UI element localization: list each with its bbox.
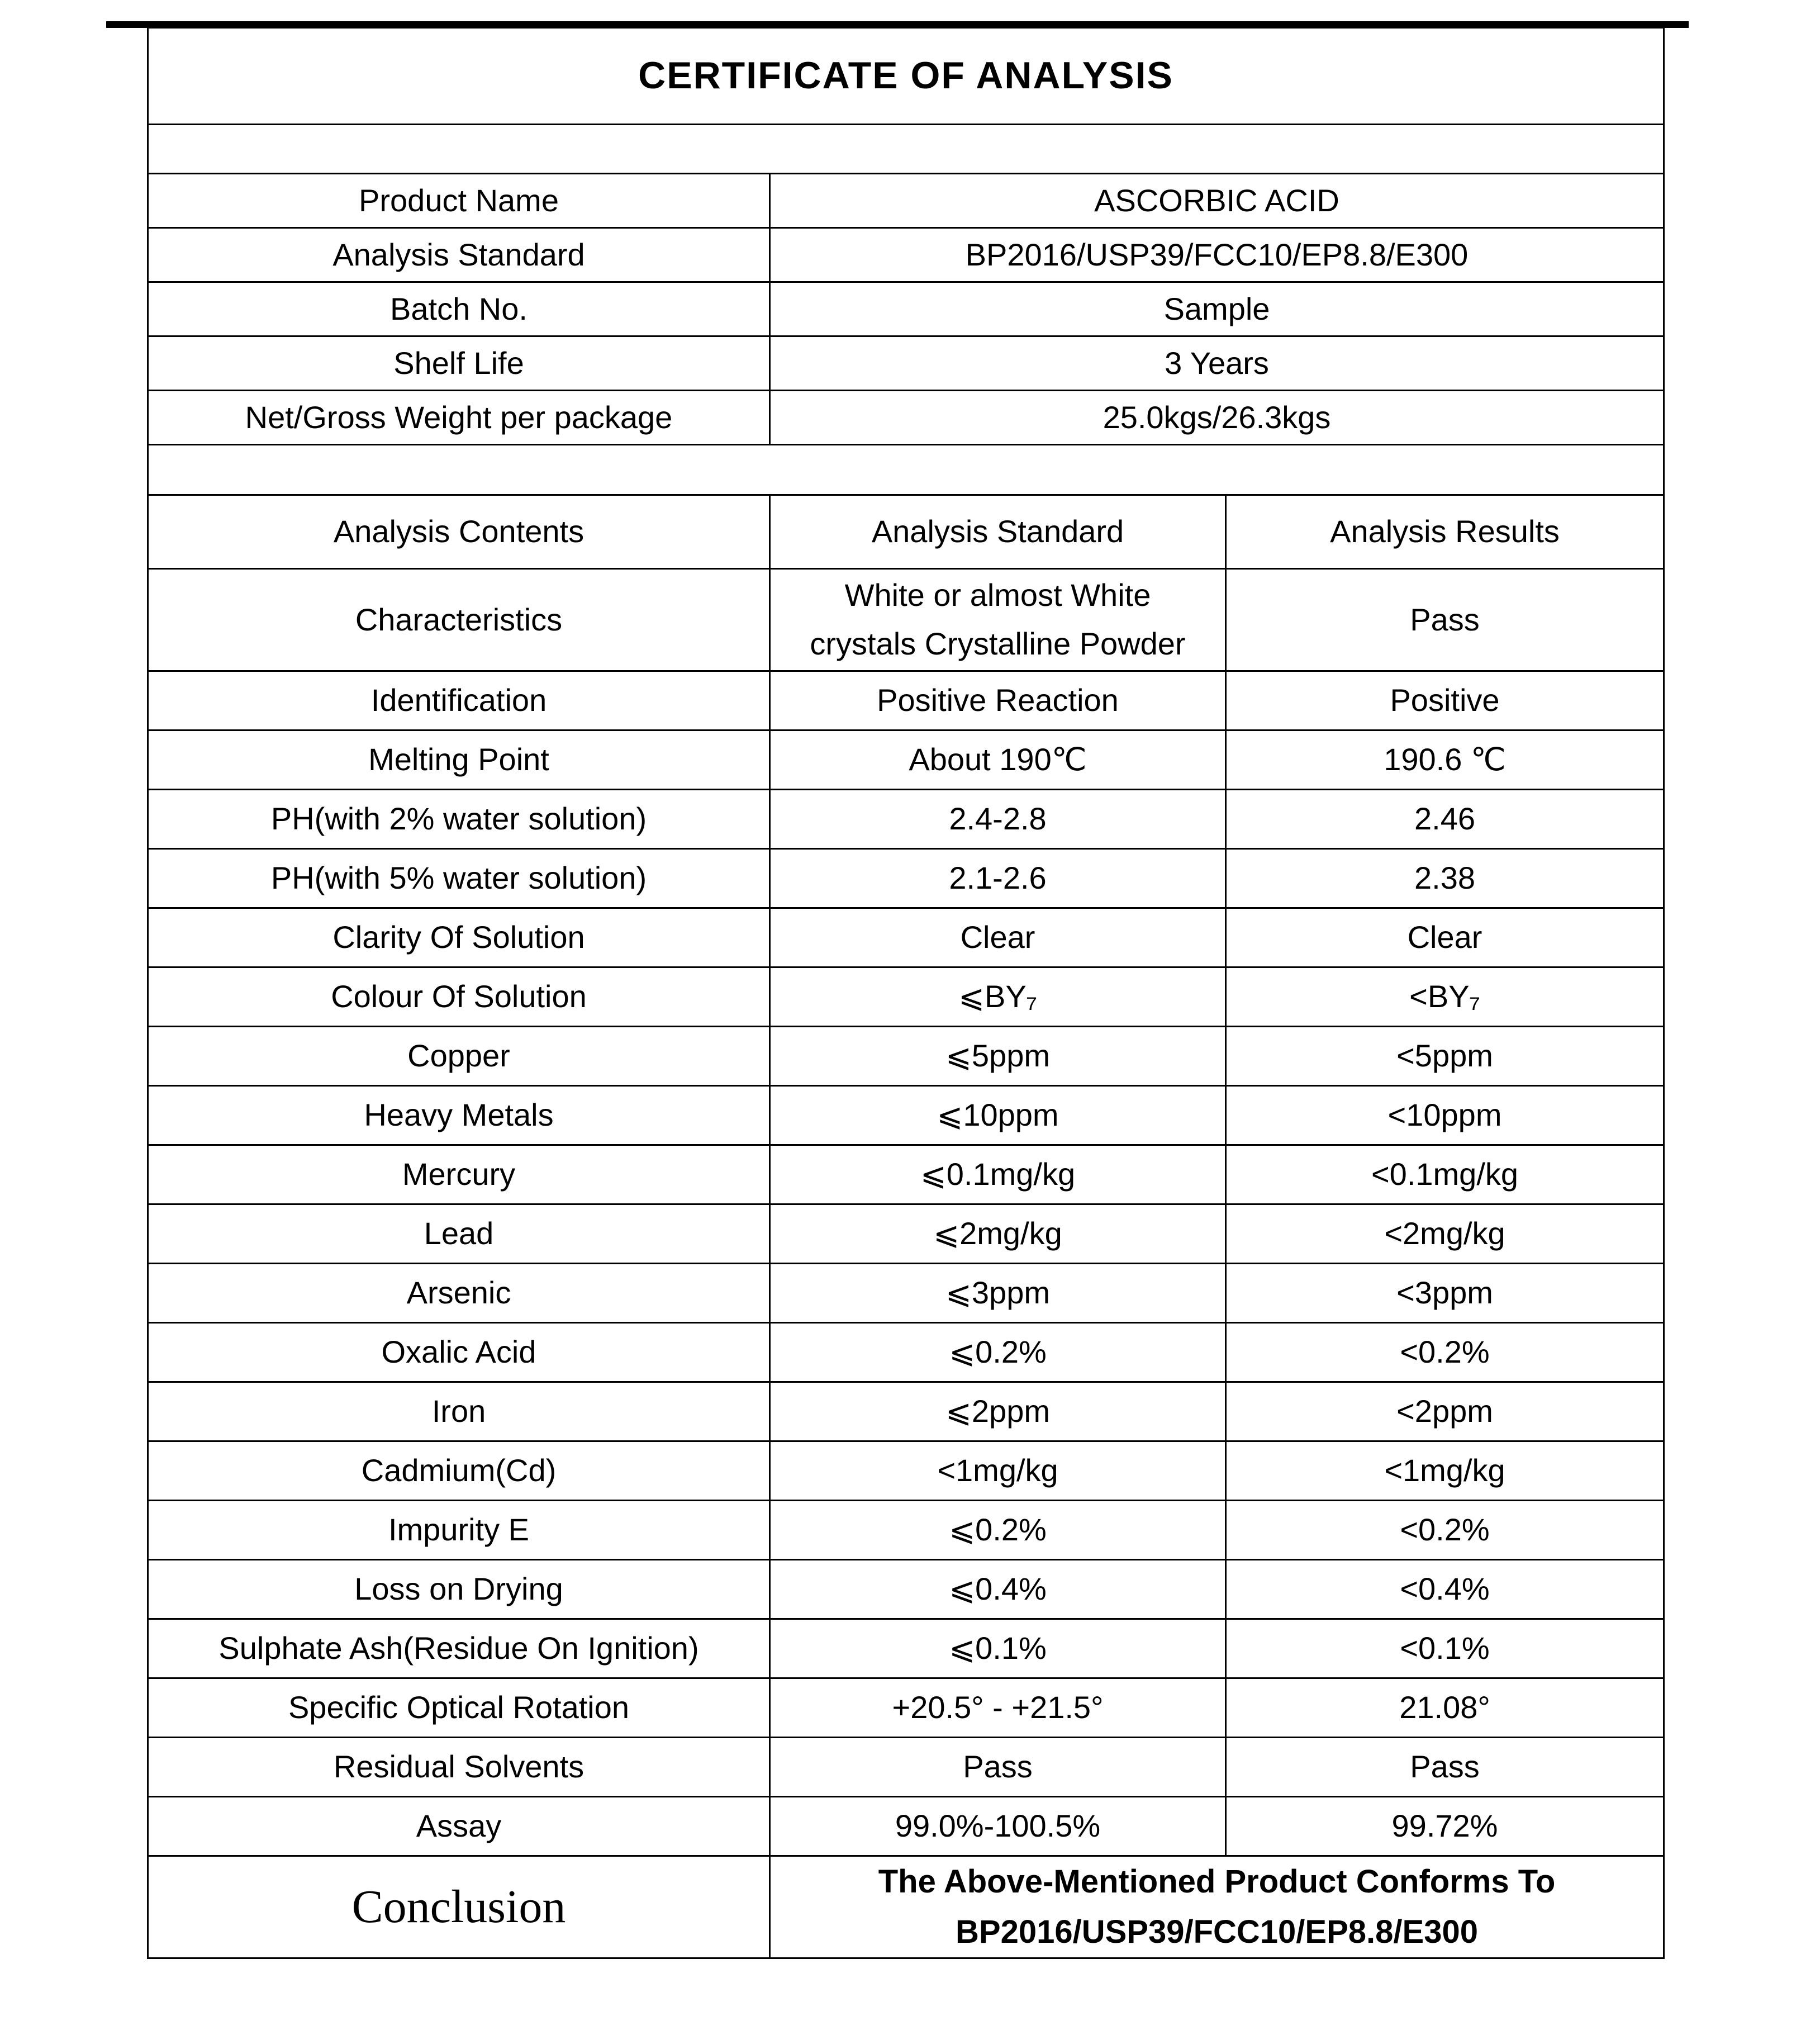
certificate-table [147, 27, 1665, 1959]
analysis-standard: White or almost White crystals Crystalline Powder [770, 569, 1226, 671]
analysis-result: Clear [1226, 908, 1664, 967]
analysis-item: Mercury [148, 1145, 770, 1204]
analysis-result: <3ppm [1226, 1264, 1664, 1323]
analysis-item: Oxalic Acid [148, 1323, 770, 1382]
analysis-row [148, 1619, 1664, 1678]
analysis-result: Pass [1226, 569, 1664, 671]
header-analysis-results: Analysis Results [1226, 495, 1664, 569]
conclusion-line1: The Above-Mentioned Product Conforms To [878, 1863, 1556, 1900]
product-info-row [148, 336, 1664, 391]
analysis-result: <0.2% [1226, 1323, 1664, 1382]
analysis-result: <2mg/kg [1226, 1204, 1664, 1264]
analysis-standard: +20.5° - +21.5° [770, 1678, 1226, 1738]
analysis-result: <5ppm [1226, 1027, 1664, 1086]
analysis-row [148, 849, 1664, 908]
analysis-standard: ⩽10ppm [770, 1086, 1226, 1145]
analysis-item: PH(with 2% water solution) [148, 790, 770, 849]
analysis-row [148, 1323, 1664, 1382]
analysis-row [148, 569, 1664, 671]
analysis-result: 2.38 [1226, 849, 1664, 908]
analysis-item: Identification [148, 671, 770, 730]
analysis-standard: ⩽2ppm [770, 1382, 1226, 1441]
product-info-label: Net/Gross Weight per package [148, 391, 770, 445]
analysis-standard: 2.1-2.6 [770, 849, 1226, 908]
analysis-item: Loss on Drying [148, 1560, 770, 1619]
analysis-standard: ⩽0.2% [770, 1323, 1226, 1382]
product-info-row [148, 391, 1664, 445]
analysis-row [148, 1382, 1664, 1441]
conclusion-label: Conclusion [148, 1856, 770, 1958]
analysis-row [148, 1501, 1664, 1560]
analysis-item: Cadmium(Cd) [148, 1441, 770, 1501]
analysis-row [148, 1441, 1664, 1501]
conclusion-text [770, 1856, 1664, 1958]
analysis-standard: 2.4-2.8 [770, 790, 1226, 849]
product-info-label: Analysis Standard [148, 228, 770, 282]
analysis-standard: About 190℃ [770, 730, 1226, 790]
analysis-item: Iron [148, 1382, 770, 1441]
analysis-result: <0.1mg/kg [1226, 1145, 1664, 1204]
analysis-standard: ⩽3ppm [770, 1264, 1226, 1323]
analysis-result: <0.2% [1226, 1501, 1664, 1560]
analysis-row [148, 1678, 1664, 1738]
analysis-standard: ⩽BY₇ [770, 967, 1226, 1027]
analysis-result: <2ppm [1226, 1382, 1664, 1441]
analysis-standard: Positive Reaction [770, 671, 1226, 730]
analysis-standard: ⩽2mg/kg [770, 1204, 1226, 1264]
analysis-standard: Pass [770, 1738, 1226, 1797]
product-info-value: ASCORBIC ACID [770, 174, 1664, 228]
analysis-standard: Clear [770, 908, 1226, 967]
analysis-item: Clarity Of Solution [148, 908, 770, 967]
product-info-value: Sample [770, 282, 1664, 336]
analysis-result: Positive [1226, 671, 1664, 730]
analysis-standard: ⩽0.4% [770, 1560, 1226, 1619]
product-info-value: 3 Years [770, 336, 1664, 391]
analysis-standard: ⩽5ppm [770, 1027, 1226, 1086]
analysis-row [148, 1086, 1664, 1145]
analysis-result: <0.1% [1226, 1619, 1664, 1678]
page-title: CERTIFICATE OF ANALYSIS [148, 28, 1664, 125]
analysis-result: 99.72% [1226, 1797, 1664, 1856]
analysis-row [148, 908, 1664, 967]
analysis-item: Assay [148, 1797, 770, 1856]
analysis-row [148, 790, 1664, 849]
spacer-row [148, 445, 1664, 495]
analysis-result: <BY₇ [1226, 967, 1664, 1027]
analysis-result: 190.6 ℃ [1226, 730, 1664, 790]
product-info-label: Shelf Life [148, 336, 770, 391]
analysis-row [148, 1264, 1664, 1323]
header-analysis-contents: Analysis Contents [148, 495, 770, 569]
analysis-item: Specific Optical Rotation [148, 1678, 770, 1738]
analysis-row [148, 1145, 1664, 1204]
conclusion-row [148, 1856, 1664, 1958]
analysis-item: Residual Solvents [148, 1738, 770, 1797]
analysis-item: Colour Of Solution [148, 967, 770, 1027]
analysis-standard: ⩽0.1mg/kg [770, 1145, 1226, 1204]
analysis-row [148, 1204, 1664, 1264]
analysis-result: 2.46 [1226, 790, 1664, 849]
analysis-row [148, 1797, 1664, 1856]
analysis-item: Characteristics [148, 569, 770, 671]
analysis-result: <1mg/kg [1226, 1441, 1664, 1501]
product-info-row [148, 174, 1664, 228]
analysis-standard: 99.0%-100.5% [770, 1797, 1226, 1856]
product-info-label: Batch No. [148, 282, 770, 336]
analysis-item: PH(with 5% water solution) [148, 849, 770, 908]
analysis-result: Pass [1226, 1738, 1664, 1797]
analysis-header-row [148, 495, 1664, 569]
product-info-row [148, 228, 1664, 282]
analysis-item: Arsenic [148, 1264, 770, 1323]
analysis-result: 21.08° [1226, 1678, 1664, 1738]
analysis-standard: ⩽0.2% [770, 1501, 1226, 1560]
analysis-item: Lead [148, 1204, 770, 1264]
analysis-result: <10ppm [1226, 1086, 1664, 1145]
analysis-standard: <1mg/kg [770, 1441, 1226, 1501]
analysis-row [148, 967, 1664, 1027]
analysis-row [148, 671, 1664, 730]
product-info-value: 25.0kgs/26.3kgs [770, 391, 1664, 445]
analysis-item: Melting Point [148, 730, 770, 790]
product-info-value: BP2016/USP39/FCC10/EP8.8/E300 [770, 228, 1664, 282]
analysis-item: Sulphate Ash(Residue On Ignition) [148, 1619, 770, 1678]
analysis-row [148, 730, 1664, 790]
analysis-standard: ⩽0.1% [770, 1619, 1226, 1678]
analysis-row [148, 1027, 1664, 1086]
spacer-row [148, 125, 1664, 174]
product-info-row [148, 282, 1664, 336]
conclusion-line2: BP2016/USP39/FCC10/EP8.8/E300 [956, 1913, 1478, 1950]
analysis-item: Copper [148, 1027, 770, 1086]
product-info-label: Product Name [148, 174, 770, 228]
analysis-row [148, 1560, 1664, 1619]
analysis-result: <0.4% [1226, 1560, 1664, 1619]
analysis-row [148, 1738, 1664, 1797]
analysis-item: Heavy Metals [148, 1086, 770, 1145]
title-row [148, 28, 1664, 125]
analysis-item: Impurity E [148, 1501, 770, 1560]
header-analysis-standard: Analysis Standard [770, 495, 1226, 569]
